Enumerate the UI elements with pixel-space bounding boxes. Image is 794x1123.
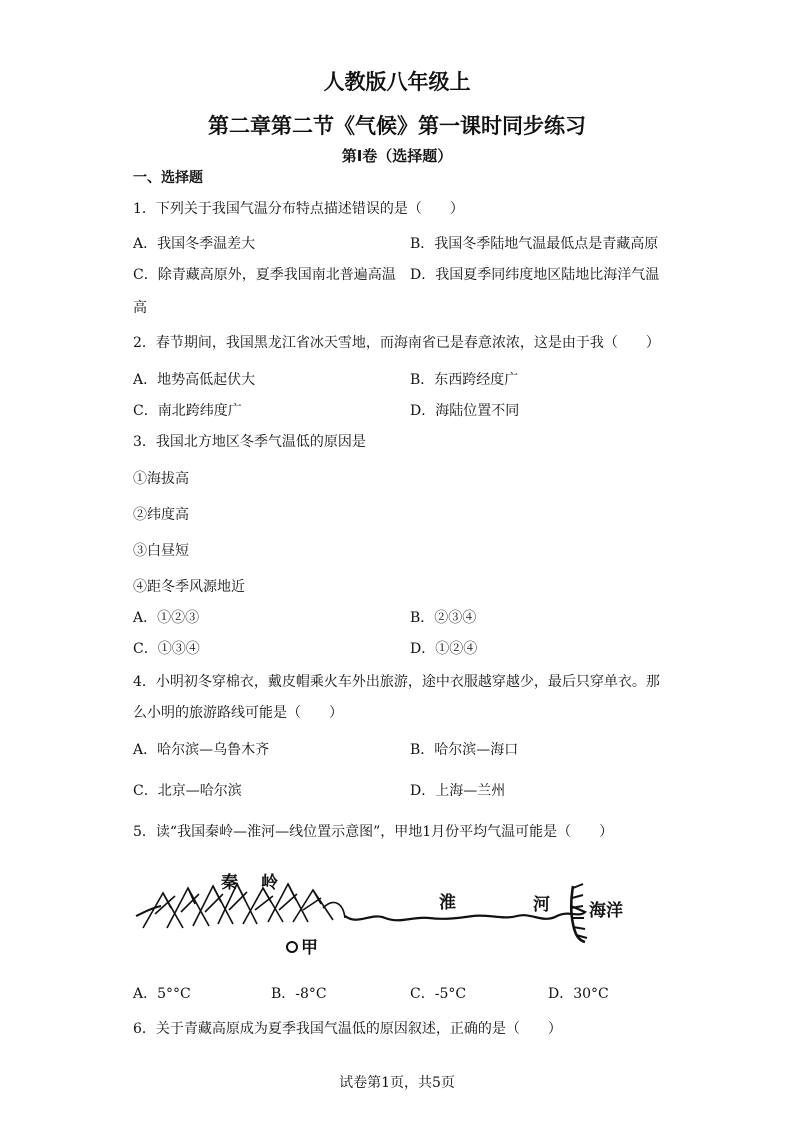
qinling-huaihe-map — [133, 868, 668, 958]
question-2-stem: 2．春节期间，我国黑龙江省冰天雪地，而海南省已是春意浓浓，这是由于我（ ） — [133, 335, 660, 351]
question-5-stem: 5．读“我国秦岭—淮河—线位置示意图”，甲地1月份平均气温可能是（ ） — [133, 824, 614, 840]
question-6-stem: 6．关于青藏高原成为夏季我国气温低的原因叙述，正确的是（ ） — [133, 1021, 562, 1037]
question-4-option-b: B．哈尔滨—海口 — [410, 742, 519, 758]
question-4-stem-line-1: 4．小明初冬穿棉衣，戴皮帽乘火车外出旅游，途中衣服越穿越少，最后只穿单衣。那 — [133, 674, 660, 690]
map-label-sea: 海洋 — [589, 901, 623, 921]
qinling-mountains-icon — [143, 884, 345, 928]
map-label-jia: 甲 — [301, 938, 318, 958]
question-5-option-b: B．-8°C — [271, 986, 327, 1002]
question-1-option-a: A．我国冬季温差大 — [133, 236, 256, 252]
question-3-item-1: ①海拔高 — [133, 471, 189, 487]
question-5-option-c: C．-5°C — [410, 986, 467, 1002]
question-3-item-4: ④距冬季风源地近 — [133, 579, 245, 595]
question-2-option-a: A．地势高低起伏大 — [133, 372, 256, 388]
question-2-option-b: B．东西跨经度广 — [410, 372, 519, 388]
question-1-option-b: B．我国冬季陆地气温最低点是青藏高原 — [410, 236, 659, 252]
question-3-option-b: B．②③④ — [410, 610, 477, 626]
question-1-stem: 1．下列关于我国气温分布特点描述错误的是（ ） — [133, 201, 464, 217]
question-1-option-d-continued: 高 — [133, 300, 147, 316]
question-4-option-d: D．上海—兰州 — [410, 783, 506, 799]
question-5-option-a: A．5°°C — [133, 986, 191, 1002]
question-4-option-c: C．北京—哈尔滨 — [133, 783, 242, 799]
section-heading: 一、选择题 — [133, 170, 203, 186]
location-jia-marker — [287, 942, 297, 952]
map-label-ling: 岭 — [261, 873, 278, 893]
map-label-huai: 淮 — [439, 893, 456, 913]
volume-label: 第I卷（选择题） — [341, 147, 453, 165]
question-3-option-c: C．①③④ — [133, 641, 200, 657]
question-2-option-d: D．海陆位置不同 — [410, 403, 520, 419]
map-label-qin: 秦 — [221, 873, 238, 893]
question-3-item-2: ②纬度高 — [133, 507, 189, 523]
document-title: 人教版八年级上 — [323, 70, 471, 94]
question-3-item-3: ③白昼短 — [133, 543, 189, 559]
question-3-stem: 3．我国北方地区冬季气温低的原因是 — [133, 434, 366, 450]
page-footer: 试卷第1页，共5页 — [339, 1075, 455, 1091]
question-3-option-a: A．①②③ — [133, 610, 200, 626]
document-subtitle: 第二章第二节《气候》第一课时同步练习 — [208, 114, 586, 138]
question-4-stem-line-2: 么小明的旅游路线可能是（ ） — [133, 705, 343, 721]
question-1-option-d: D．我国夏季同纬度地区陆地比海洋气温 — [410, 267, 660, 283]
question-5-option-d: D．30°C — [548, 986, 609, 1002]
question-2-option-c: C．南北跨纬度广 — [133, 403, 242, 419]
question-1-option-c: C．除青藏高原外，夏季我国南北普遍高温 — [133, 267, 396, 283]
question-3-option-d: D．①②④ — [410, 641, 478, 657]
map-label-he: 河 — [533, 895, 550, 915]
question-4-option-a: A．哈尔滨—乌鲁木齐 — [133, 742, 270, 758]
